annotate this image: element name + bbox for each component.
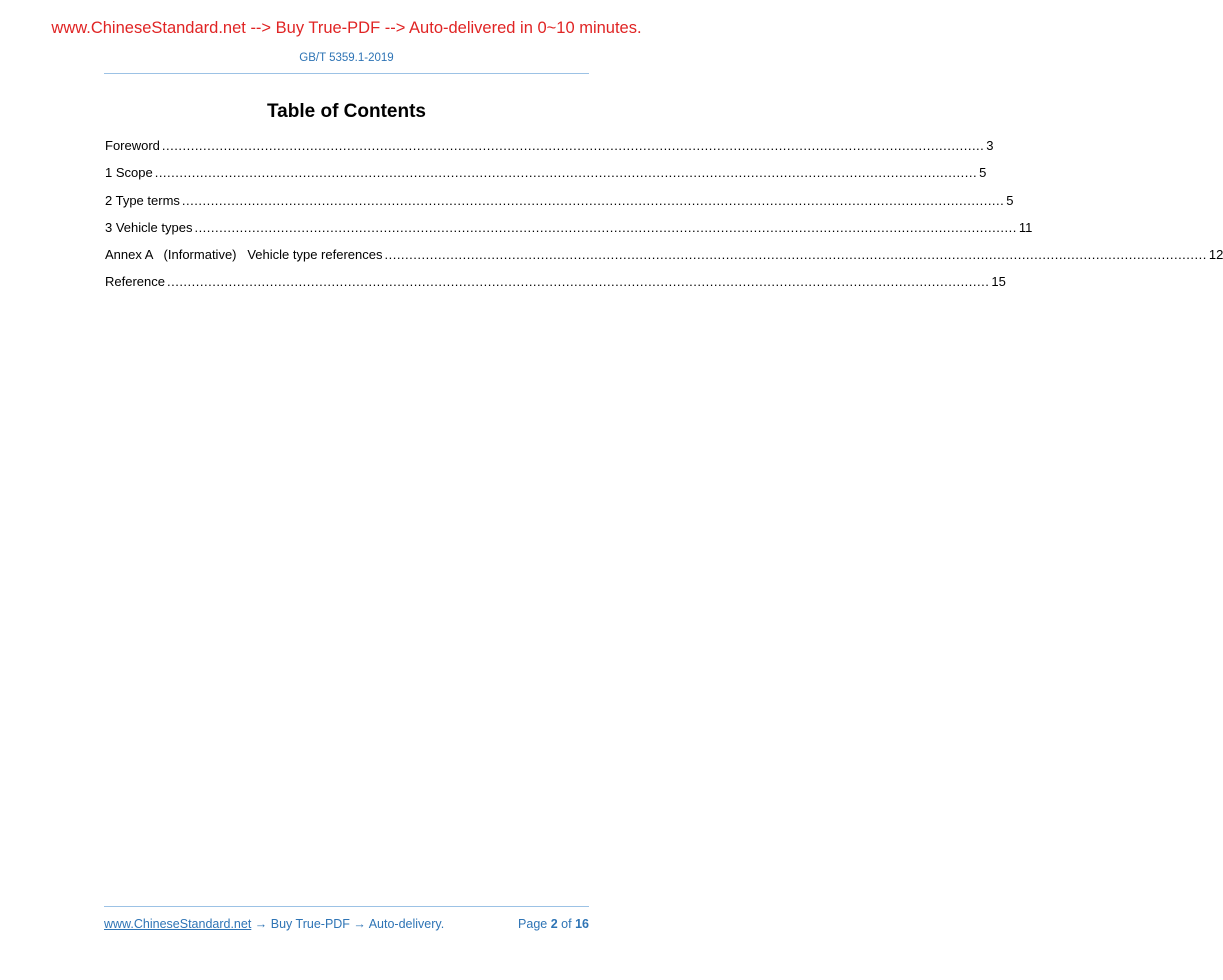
toc-entry-reference[interactable] xyxy=(105,273,1006,300)
footer-promo xyxy=(104,917,444,931)
toc-entry-label: 3 Vehicle types xyxy=(105,219,193,235)
toc-entry-label: Foreword xyxy=(105,138,160,153)
footer-site-link[interactable]: www.ChineseStandard.net xyxy=(104,917,252,931)
toc-dot-leader: ........................................................................................................................................................................................................ xyxy=(181,192,1005,208)
toc-entry-page: 12 xyxy=(1208,247,1223,263)
toc-entry-type-terms[interactable] xyxy=(105,192,1014,219)
toc-entry-page: 5 xyxy=(1006,192,1014,208)
page-total: 16 xyxy=(575,917,589,931)
footer-divider xyxy=(104,906,589,907)
page-of: of xyxy=(561,917,572,931)
toc-entry-label: Annex A (Informative) Vehicle type references xyxy=(105,247,383,263)
page-label: Page xyxy=(518,917,548,931)
toc-entry-page: 15 xyxy=(991,274,1006,290)
toc-entry-foreword[interactable] xyxy=(105,137,994,164)
toc-dot-leader: ........................................................................................................................................................................................................ xyxy=(194,219,1017,235)
page-number xyxy=(518,917,589,931)
toc-entry-vehicle-types[interactable] xyxy=(105,219,1033,246)
header-divider xyxy=(104,73,589,74)
toc-dot-leader: ........................................................................................................................................................................................................ xyxy=(161,138,985,153)
toc-entry-label: Reference xyxy=(105,274,165,290)
page-footer xyxy=(104,917,589,931)
toc-entry-scope[interactable] xyxy=(105,164,987,191)
toc-entry-page: 3 xyxy=(986,138,994,153)
promo-banner: www.ChineseStandard.net --> Buy True-PDF --> Auto-delivered in 0~10 minutes. xyxy=(51,19,642,37)
table-of-contents xyxy=(105,137,1223,301)
toc-entry-page: 11 xyxy=(1018,219,1033,235)
toc-title: Table of Contents xyxy=(266,101,427,122)
toc-entry-label: 2 Type terms xyxy=(105,192,180,208)
document-code: GB/T 5359.1-2019 xyxy=(299,52,394,64)
toc-dot-leader: ........................................................................................................................................................................................................ xyxy=(166,274,990,290)
toc-dot-leader: ........................................................................................................................................................................................................ xyxy=(384,247,1207,263)
toc-entry-label: 1 Scope xyxy=(105,165,153,181)
toc-entry-annex-a[interactable] xyxy=(105,246,1223,273)
page-current: 2 xyxy=(550,917,558,931)
toc-dot-leader: ........................................................................................................................................................................................................ xyxy=(154,165,978,181)
footer-link-suffix: → Buy True-PDF → Auto-delivery. xyxy=(251,917,445,931)
toc-entry-page: 5 xyxy=(979,165,987,181)
